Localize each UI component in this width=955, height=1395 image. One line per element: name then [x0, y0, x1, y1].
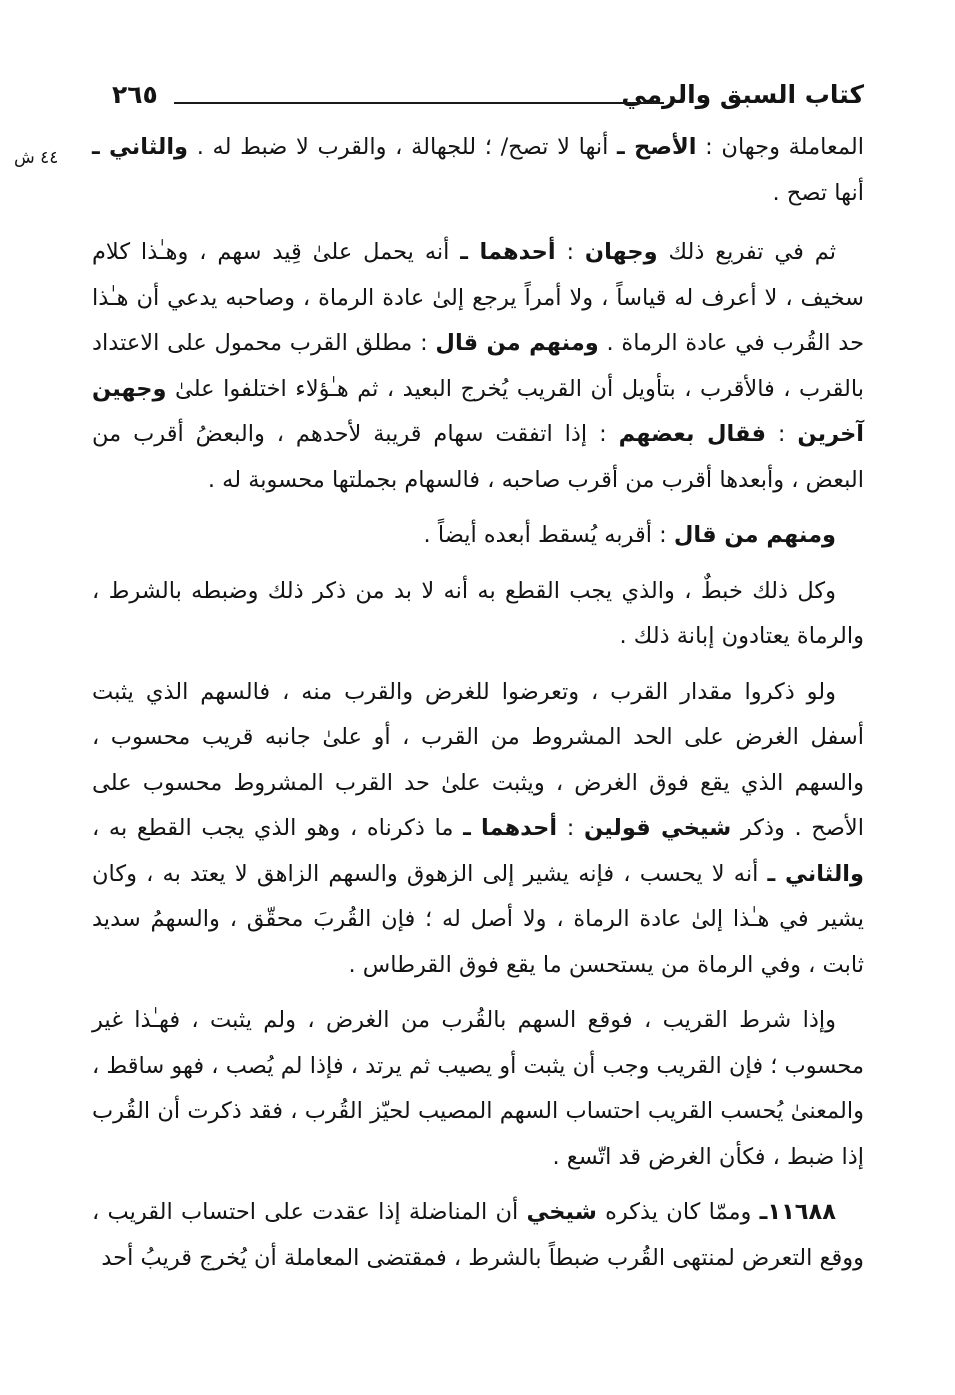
text-run: المعاملة وجهان : [696, 134, 865, 160]
bold-phrase: ١١٦٨٨ـ [759, 1199, 837, 1225]
text-run: : إذا اتفقت سهام قريبة لأحدهم ، والبعضُ أقرب من البعض ، وأبعدها أقرب من أقرب صاحبه ، فالسهام بجملتها محسوبة له . [92, 421, 864, 493]
text-run: وكل ذلك خبطٌ ، والذي يجب القطع به أنه لا بد من ذكر ذلك وضبطه بالشرط ، والرماة يعتادون إبانة ذلك . [92, 577, 864, 649]
bold-phrase: شيخي [526, 1199, 597, 1225]
text-run: أنها لا تصح/ ؛ للجهالة ، والقرب لا ضبط له . [188, 134, 618, 160]
text-run: أنها تصح . [772, 179, 864, 206]
text-run: أنه لا يحسب ، فإنه يشير إلى الزهوق والسهم الزاهق لا يعتد به ، وكان يشير في هـٰذا إلىٰ عادة الرماة ، ولا أصل له ؛ فإن القُربَ محقّق ، والسهمُ سديد ثابت ، وفي الرماة من يستحسن ما يقع فوق القرطاس . [92, 860, 864, 978]
paragraph [92, 998, 864, 1180]
text-run: وإذا شرط القريب ، فوقع السهم بالقُرب من الغرض ، ولم يثبت ، فهـٰذا غير محسوب ؛ فإن القريب وجب أن يثبت أو يصيب ثم يرتد ، فإذا لم يُصب ، فهو ساقط ، والمعنىٰ يُحسب القريب احتساب السهم المصيب لحيّز القُرب ، فقد ذكرت أن القُرب إذا ضبط ، فكأن الغرض قد اتّسع . [91, 1007, 864, 1170]
paragraph [92, 670, 864, 989]
bold-phrase: شيخي قولين [583, 815, 732, 841]
bold-phrase: والثاني ـ [767, 860, 865, 887]
running-title: كتاب السبق والرمي [621, 80, 864, 109]
page-header [112, 80, 864, 122]
text-run: ولو ذكروا مقدار القرب ، وتعرضوا للغرض والقرب منه ، فالسهم الذي يثبت أسفل الغرض على الحد المشروط من القرب ، أو علىٰ جانبه قريب محسوب ، والسهم الذي يقع فوق الغرض ، ويثبت علىٰ حد القرب المشروط محسوب على الأصح . وذكر [92, 678, 864, 841]
bold-phrase: أحدهما ـ [463, 815, 558, 841]
body-text [92, 125, 864, 1281]
text-run: أن المناضلة إذا عقدت على احتساب القريب ، ووقع التعرض لمنتهى القُرب ضبطاً بالشرط ، فمقتضى المعاملة أن يُخرج قريبُ أحد [92, 1199, 864, 1271]
text-run: : مطلق القرب محمول على الاعتداد بالقرب ، فالأقرب ، بتأويل أن القريب يُخرج البعيد ، ثم هـٰؤلاء اختلفوا علىٰ [92, 330, 864, 402]
text-run: أنه يحمل علىٰ قِيد سهم ، وهـٰذا كلام سخيف ، لا أعرف له قياساً ، ولا أمراً يرجع إلىٰ عادة الرماة ، وصاحبه يدعي أن هـٰذا حد القُرب في عادة الرماة . [92, 239, 864, 356]
text-run: ثم في تفريع ذلك [657, 239, 836, 265]
text-run: : [555, 239, 585, 265]
text-run: : أقربه يُسقط أبعده أيضاً . [423, 522, 674, 548]
paragraph [92, 125, 864, 216]
text-run: ما ذكرناه ، وهو الذي يجب القطع به ، [92, 815, 464, 841]
bold-phrase: وجهان [584, 239, 658, 265]
paragraph [92, 513, 864, 559]
bold-phrase: الأصح ـ [617, 134, 697, 160]
page-number: ٢٦٥ [112, 80, 158, 109]
header-rule [174, 102, 664, 104]
text-run: : [765, 421, 798, 447]
bold-phrase: ومنهم من قال [435, 330, 599, 356]
bold-phrase: ومنهم من قال [673, 522, 836, 548]
bold-phrase: فقال بعضهم [618, 421, 766, 447]
paragraph [92, 569, 864, 660]
margin-note: ٤٤ ش [14, 148, 59, 168]
text-run: وممّا كان يذكره [596, 1199, 760, 1225]
text-run: : [557, 815, 584, 841]
bold-phrase: والثاني ـ [92, 134, 189, 160]
bold-phrase: أحدهما ـ [460, 239, 556, 265]
paragraph [92, 230, 864, 503]
bold-phrase: وجهين آخرين [92, 375, 864, 447]
paragraph [92, 1190, 864, 1281]
